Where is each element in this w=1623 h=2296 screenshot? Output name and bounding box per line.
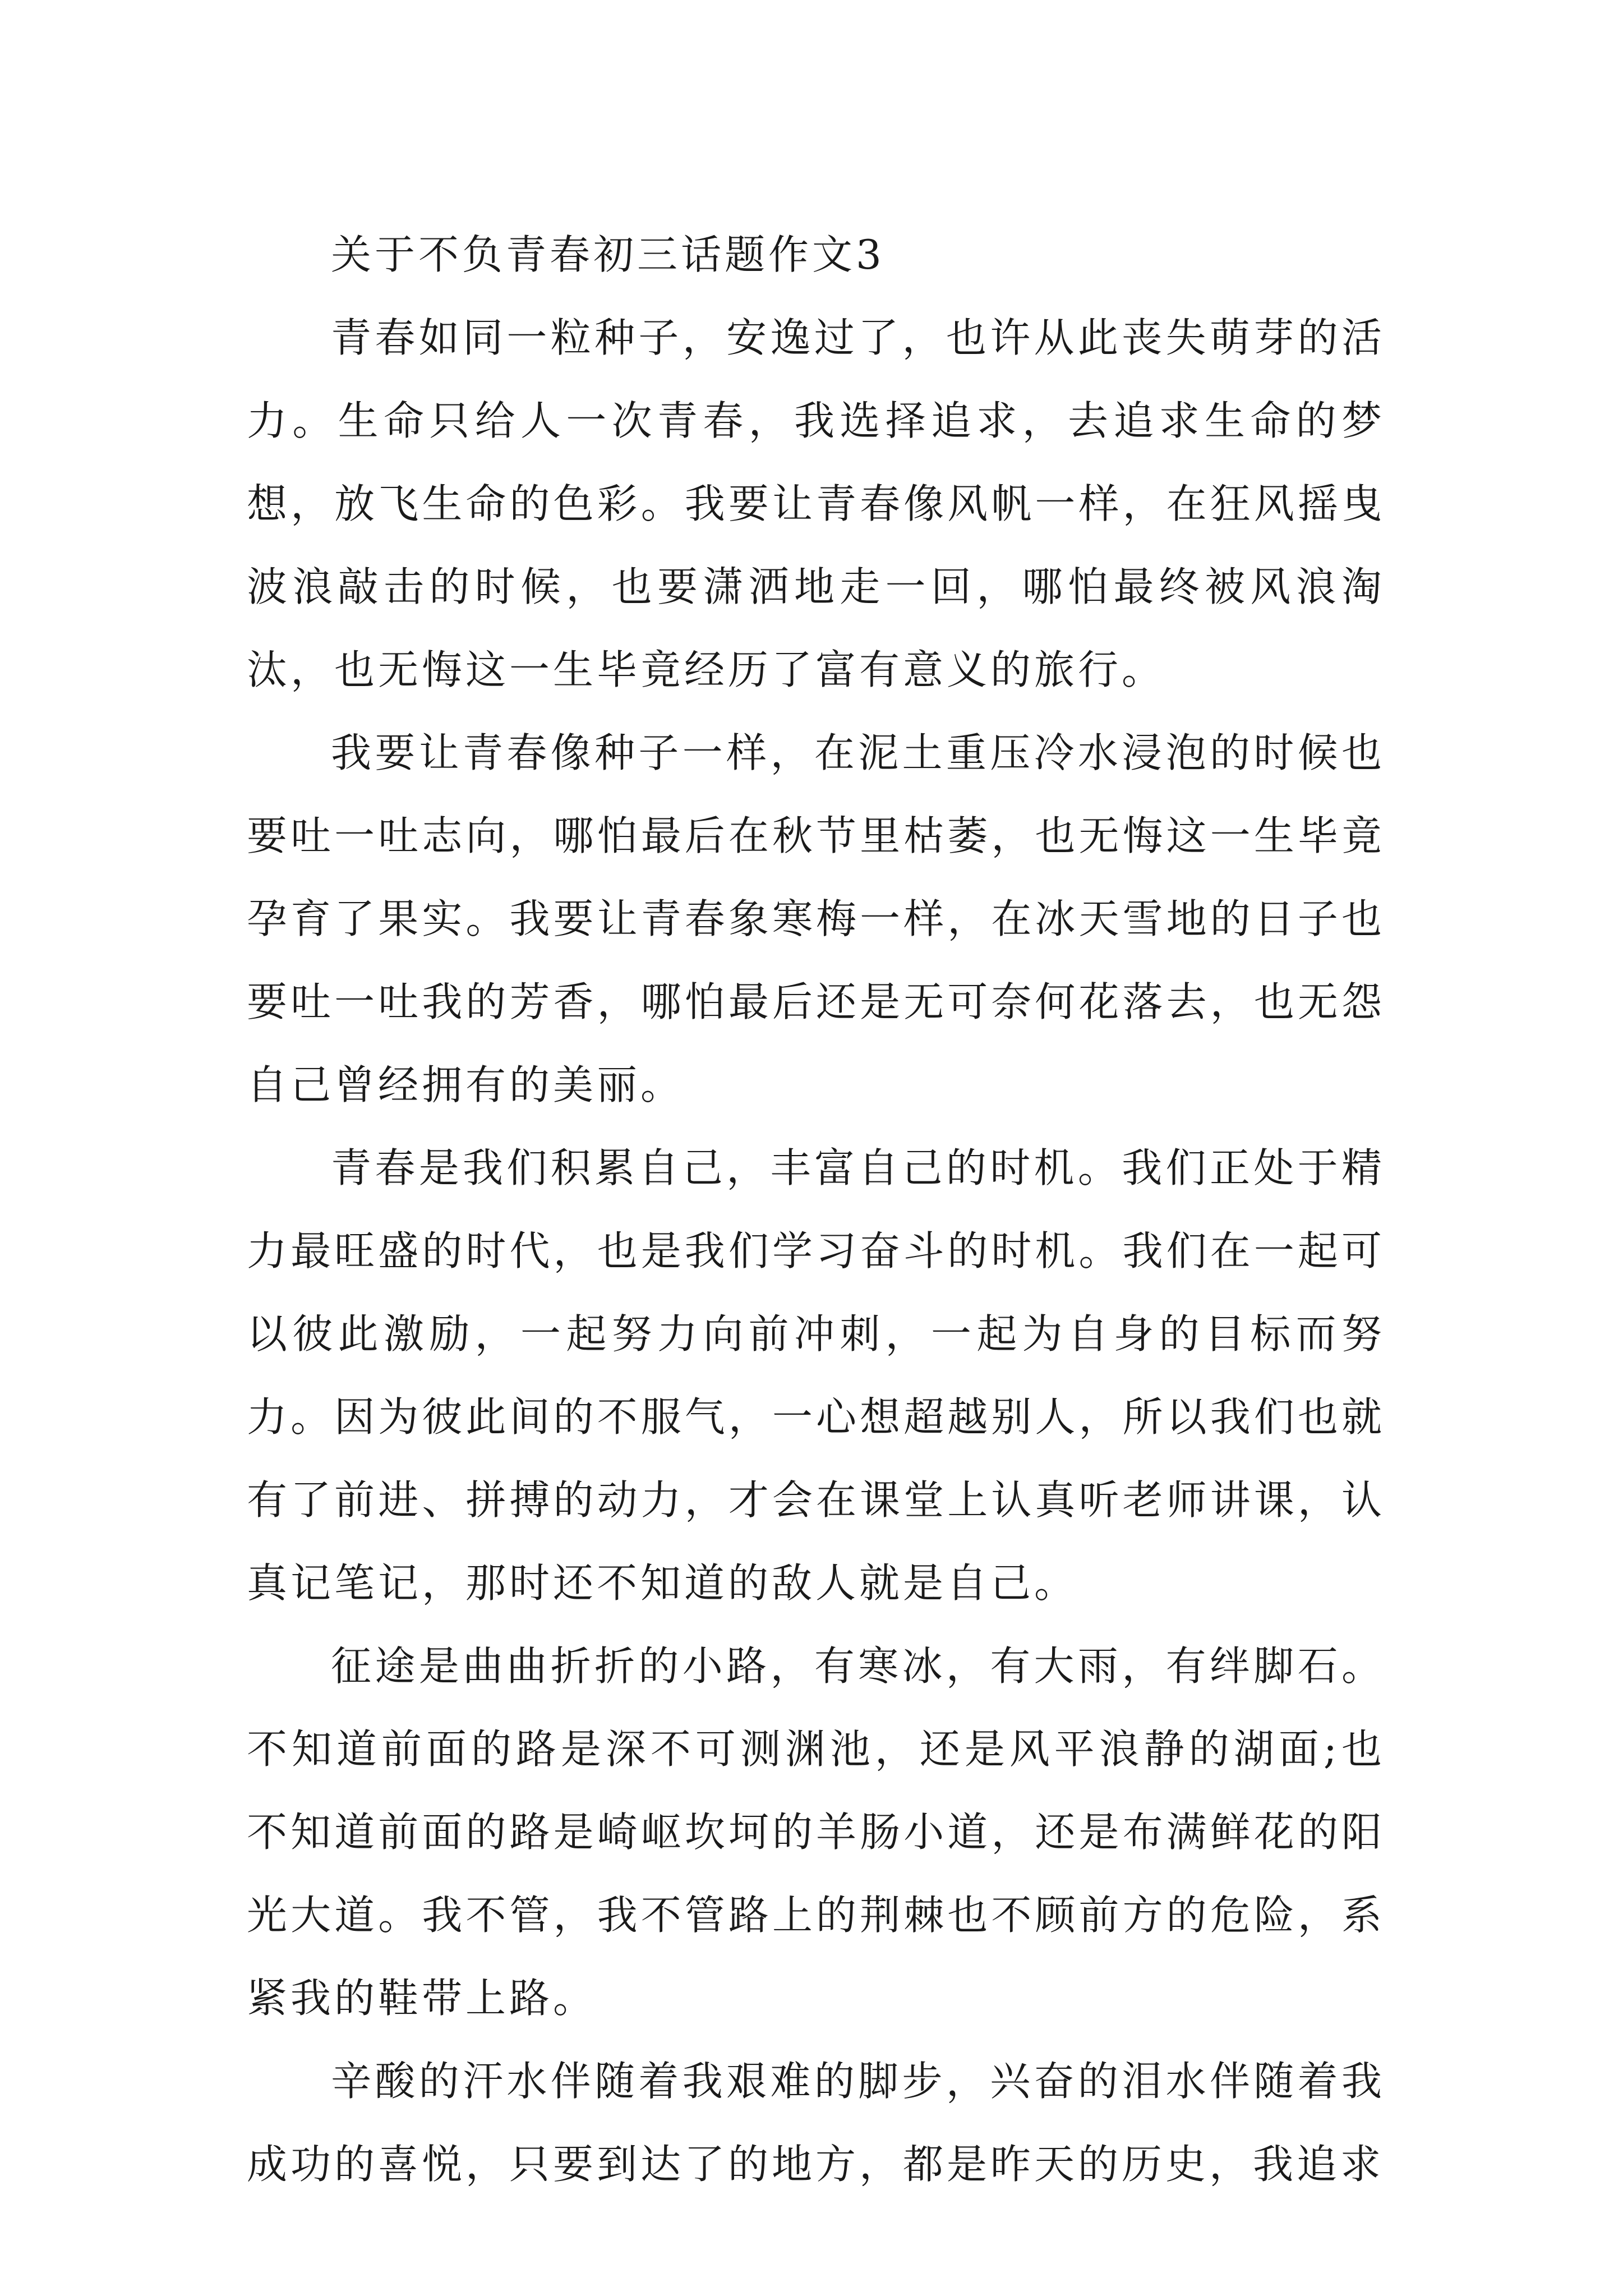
paragraph: 辛酸的汗水伴随着我艰难的脚步，兴奋的泪水伴随着我成功的喜悦，只要到达了的地方，都是昨天的历史，我追求 [247, 2058, 1385, 2188]
paragraph: 青春是我们积累自己，丰富自己的时机。我们正处于精力最旺盛的时代，也是我们学习奋斗的时机。我们在一起可以彼此激励，一起努力向前冲刺，一起为自身的目标而努力。因为彼此间的不服气，一心想超越别人，所以我们也就有了前进、拼搏的动力，才会在课堂上认真听老师讲课，认真记笔记，那时还不知道的敌人就是自己。 [247, 1144, 1385, 1607]
document-title: 关于不负青春初三话题作文3 [331, 231, 885, 278]
paragraph: 青春如同一粒种子，安逸过了，也许从此丧失萌芽的活力。生命只给人一次青春，我选择追求，去追求生命的梦想，放飞生命的色彩。我要让青春像风帆一样，在狂风摇曳波浪敲击的时候，也要潇洒地走一回，哪怕最终被风浪淘汰，也无悔这一生毕竟经历了富有意义的旅行。 [247, 314, 1385, 693]
paragraph: 我要让青春像种子一样，在泥土重压冷水浸泡的时候也要吐一吐志向，哪怕最后在秋节里枯萎，也无悔这一生毕竟孕育了果实。我要让青春象寒梅一样，在冰天雪地的日子也要吐一吐我的芳香，哪怕最后还是无可奈何花落去，也无怨自己曾经拥有的美丽。 [247, 729, 1385, 1108]
document-body [247, 213, 1385, 2206]
paragraph: 征途是曲曲折折的小路，有寒冰，有大雨，有绊脚石。不知道前面的路是深不可测渊池，还是风平浪静的湖面;也不知道前面的路是崎岖坎坷的羊肠小道，还是布满鲜花的阳光大道。我不管，我不管路上的荆棘也不顾前方的危险，系紧我的鞋带上路。 [247, 1642, 1385, 2022]
